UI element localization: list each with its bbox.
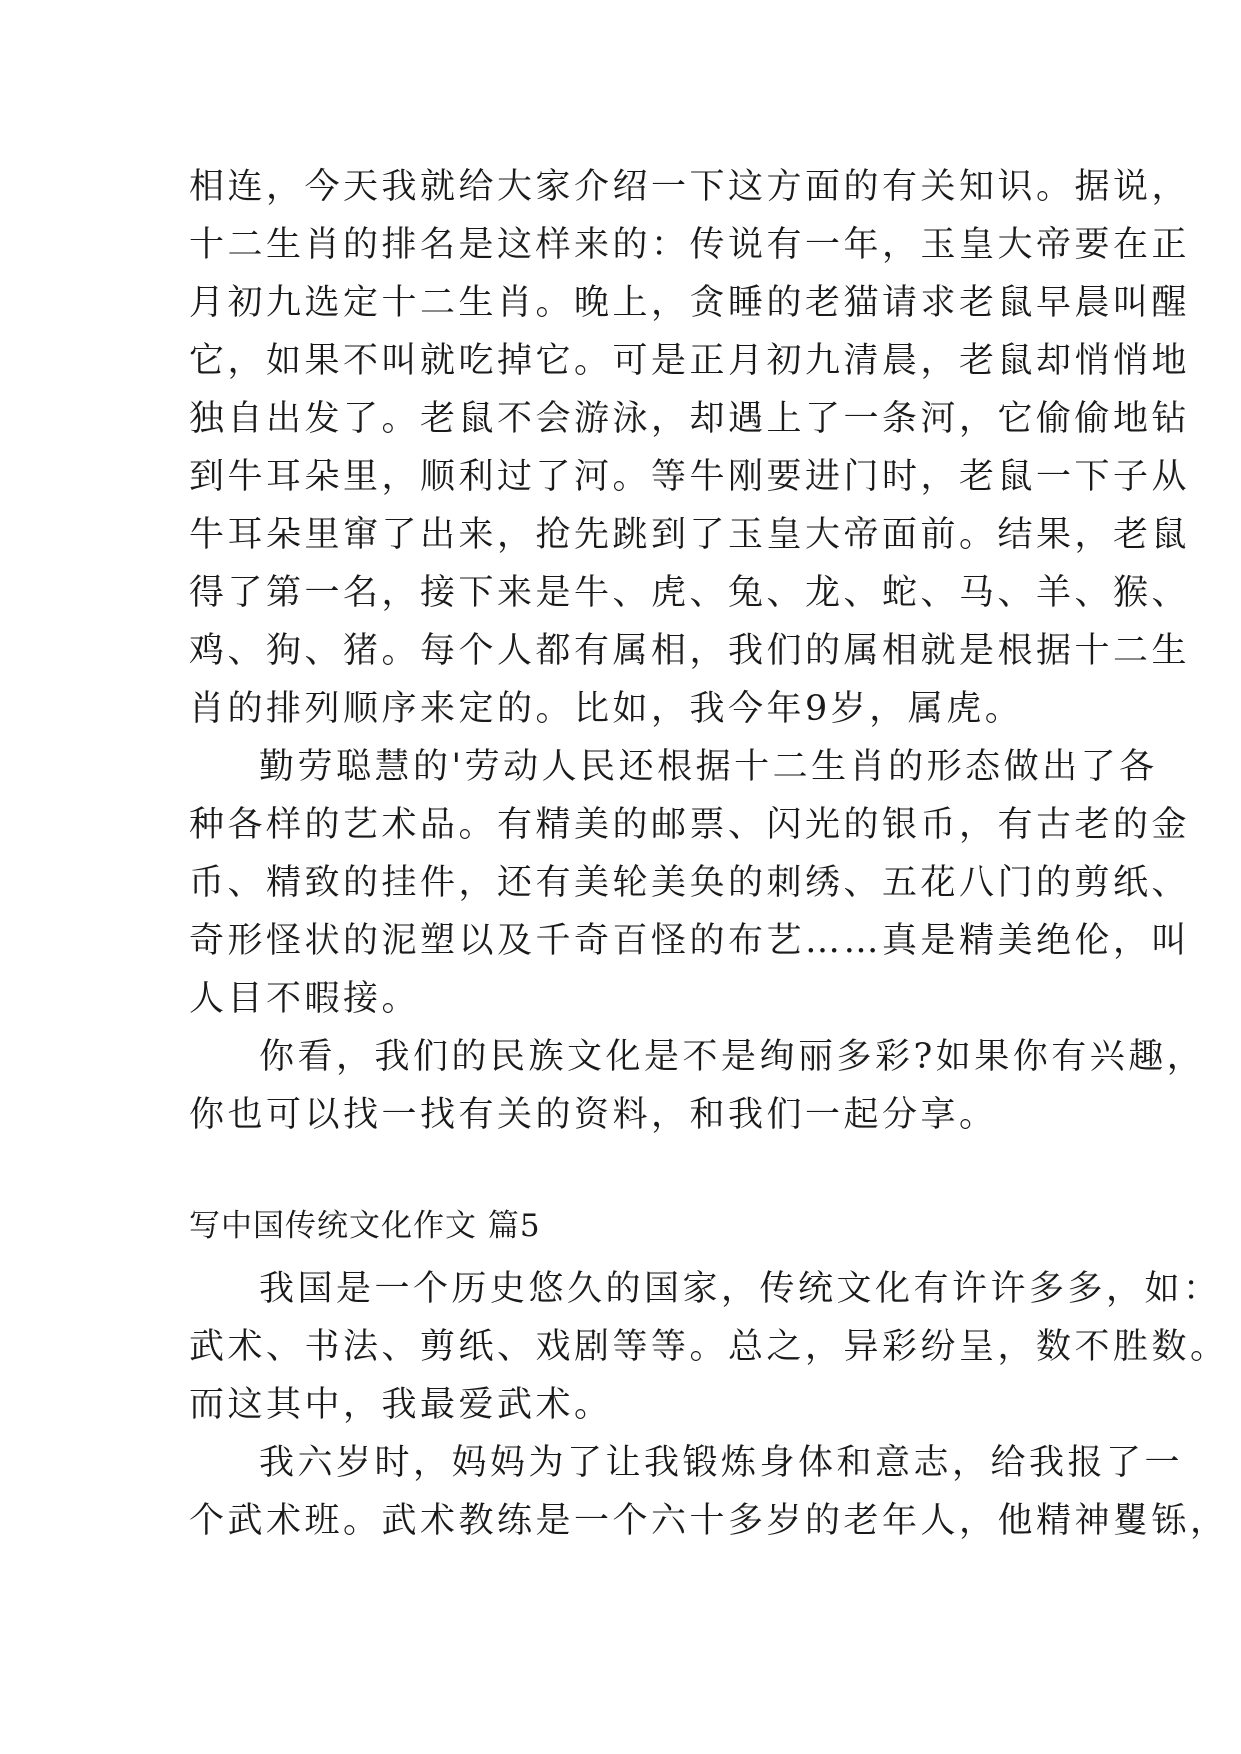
paragraph-line: 肖的排列顺序来定的。比如，我今年9岁，属虎。	[189, 689, 1024, 729]
paragraph-line: 月初九选定十二生肖。晚上，贪睡的老猫请求老鼠早晨叫醒	[189, 283, 1191, 323]
paragraph-line: 个武术班。武术教练是一个六十多岁的老年人，他精神矍铄，	[189, 1501, 1229, 1541]
paragraph-line: 你也可以找一找有关的资料，和我们一起分享。	[189, 1095, 998, 1135]
paragraph-line: 牛耳朵里窜了出来，抢先跳到了玉皇大帝面前。结果，老鼠	[189, 515, 1191, 555]
paragraph-line: 我国是一个历史悠久的国家，传统文化有许许多多，如：	[259, 1269, 1222, 1309]
paragraph-line: 勤劳聪慧的'劳动人民还根据十二生肖的形态做出了各	[259, 747, 1158, 787]
paragraph-line: 武术、书法、剪纸、戏剧等等。总之，异彩纷呈，数不胜数。	[189, 1327, 1229, 1367]
section-heading: 写中国传统文化作文 篇5	[189, 1208, 541, 1244]
paragraph-line: 而这其中，我最爱武术。	[189, 1385, 613, 1425]
paragraph-line: 币、精致的挂件，还有美轮美奂的刺绣、五花八门的剪纸、	[189, 863, 1191, 903]
paragraph-line: 你看，我们的民族文化是不是绚丽多彩?如果你有兴趣，	[259, 1037, 1206, 1077]
paragraph-line: 鸡、狗、猪。每个人都有属相，我们的属相就是根据十二生	[189, 631, 1191, 671]
paragraph-line: 人目不暇接。	[189, 979, 421, 1019]
paragraph-line: 十二生肖的排名是这样来的：传说有一年，玉皇大帝要在正	[189, 225, 1191, 265]
paragraph-line: 到牛耳朵里，顺利过了河。等牛刚要进门时，老鼠一下子从	[189, 457, 1191, 497]
paragraph-line: 它，如果不叫就吃掉它。可是正月初九清晨，老鼠却悄悄地	[189, 341, 1191, 381]
paragraph-line: 独自出发了。老鼠不会游泳，却遇上了一条河，它偷偷地钻	[189, 399, 1191, 439]
paragraph-line: 奇形怪状的泥塑以及千奇百怪的布艺……真是精美绝伦，叫	[189, 921, 1191, 961]
paragraph-line: 我六岁时，妈妈为了让我锻炼身体和意志，给我报了一	[259, 1443, 1184, 1483]
paragraph-line: 得了第一名，接下来是牛、虎、兔、龙、蛇、马、羊、猴、	[189, 573, 1191, 613]
paragraph-line: 种各样的艺术品。有精美的邮票、闪光的银币，有古老的金	[189, 805, 1191, 845]
paragraph-line: 相连，今天我就给大家介绍一下这方面的有关知识。据说，	[189, 167, 1191, 207]
